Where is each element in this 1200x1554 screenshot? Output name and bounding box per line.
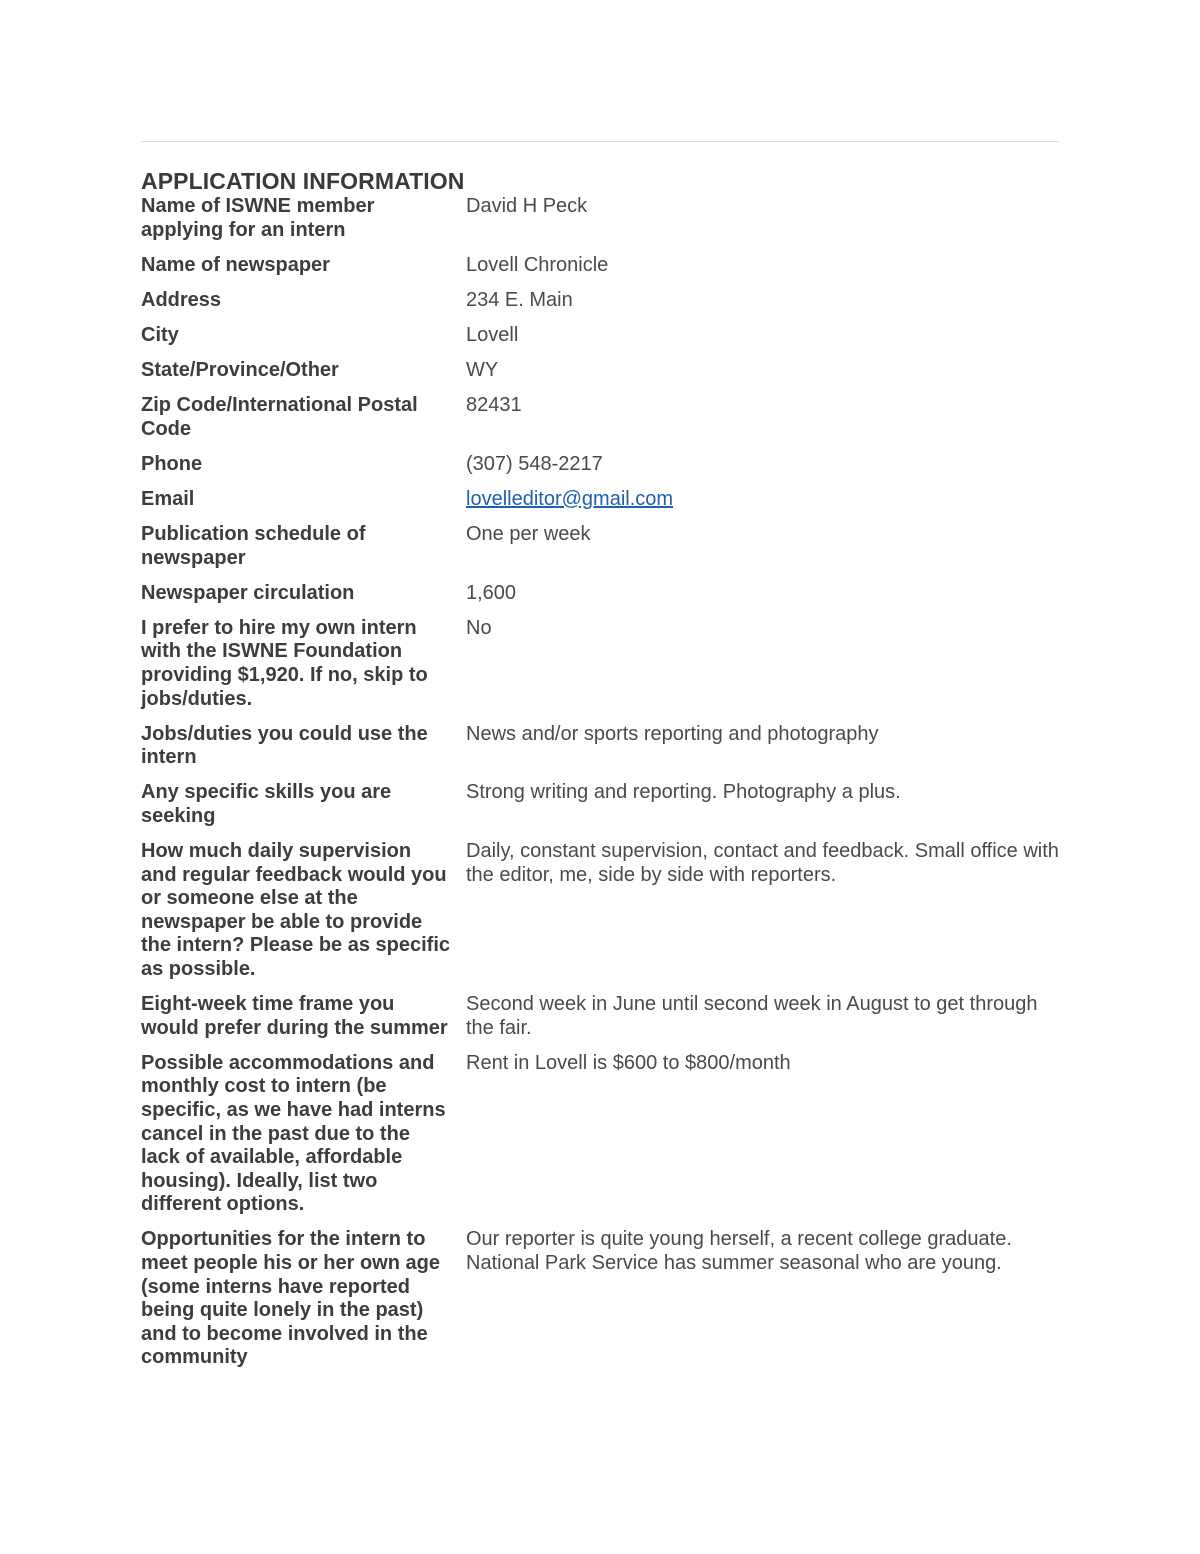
field-value: Lovell Chronicle	[466, 253, 609, 276]
field-label: Zip Code/International Postal Code	[141, 394, 418, 440]
field-supervision	[141, 840, 1059, 982]
field-label: I prefer to hire my own intern with the ISWNE Foundation providing $1,920. If no, skip to jobs/duties.	[141, 616, 428, 710]
field-publication-schedule	[141, 523, 1059, 570]
field-value: 234 E. Main	[466, 288, 573, 311]
field-value: Daily, constant supervision, contact and feedback. Small office with the editor, me, side by side with reporters.	[466, 839, 1059, 886]
field-value: Second week in June until second week in August to get through the fair.	[466, 993, 1038, 1039]
application-fields	[141, 195, 1059, 1370]
field-label: Possible accommodations and monthly cost to intern (be specific, as we have had interns cancel in the past due to the lack of available, affordable housing). Ideally, list two different options.	[141, 1051, 446, 1216]
field-label: Any specific skills you are seeking	[141, 781, 392, 827]
field-time-frame	[141, 993, 1059, 1040]
field-value: Our reporter is quite young herself, a recent college graduate. National Park Service has summer seasonal who are young.	[466, 1228, 1012, 1274]
field-label: State/Province/Other	[141, 358, 339, 381]
field-skills	[141, 781, 1059, 828]
field-zip	[141, 394, 1059, 441]
field-address	[141, 289, 1059, 313]
field-label: Eight-week time frame you would prefer during the summer	[141, 993, 448, 1039]
field-label: Email	[141, 487, 195, 510]
top-divider	[141, 141, 1059, 142]
field-value: No	[466, 616, 492, 639]
field-jobs-duties	[141, 723, 1059, 770]
field-phone	[141, 453, 1059, 477]
section-title: APPLICATION INFORMATION	[141, 168, 465, 194]
field-label: City	[141, 323, 179, 346]
field-value: WY	[466, 358, 499, 381]
field-circulation	[141, 582, 1059, 606]
field-value: Lovell	[466, 323, 519, 346]
field-label: Opportunities for the intern to meet people his or her own age (some interns have reported being quite lonely in the past) and to become involved in the community	[141, 1228, 440, 1369]
field-value: 82431	[466, 394, 522, 417]
field-opportunities	[141, 1228, 1059, 1370]
application-page	[141, 141, 1059, 1381]
field-value: (307) 548-2217	[466, 452, 603, 475]
field-city	[141, 324, 1059, 348]
field-hire-own-intern	[141, 617, 1059, 711]
field-value: News and/or sports reporting and photography	[466, 722, 879, 745]
field-label: Name of ISWNE member applying for an intern	[141, 195, 375, 241]
field-value: David H Peck	[466, 195, 588, 217]
field-label: Phone	[141, 452, 203, 475]
field-label: Name of newspaper	[141, 253, 330, 276]
email-link[interactable]: lovelleditor@gmail.com	[466, 487, 674, 510]
field-member-name	[141, 195, 1059, 242]
field-label: Address	[141, 288, 222, 311]
field-value: One per week	[466, 522, 591, 545]
field-value: Strong writing and reporting. Photography a plus.	[466, 781, 901, 804]
field-email	[141, 488, 1059, 512]
field-newspaper-name	[141, 254, 1059, 278]
field-label: Newspaper circulation	[141, 581, 355, 604]
field-label: How much daily supervision and regular feedback would you or someone else at the newspaper be able to provide the intern? Please be as specific as possible.	[141, 839, 451, 980]
field-label: Publication schedule of newspaper	[141, 522, 366, 569]
field-state	[141, 359, 1059, 383]
field-value: Rent in Lovell is $600 to $800/month	[466, 1051, 791, 1074]
field-label: Jobs/duties you could use the intern	[141, 722, 428, 769]
field-value: 1,600	[466, 581, 517, 604]
field-accommodations	[141, 1052, 1059, 1217]
field-value	[451, 488, 1059, 512]
